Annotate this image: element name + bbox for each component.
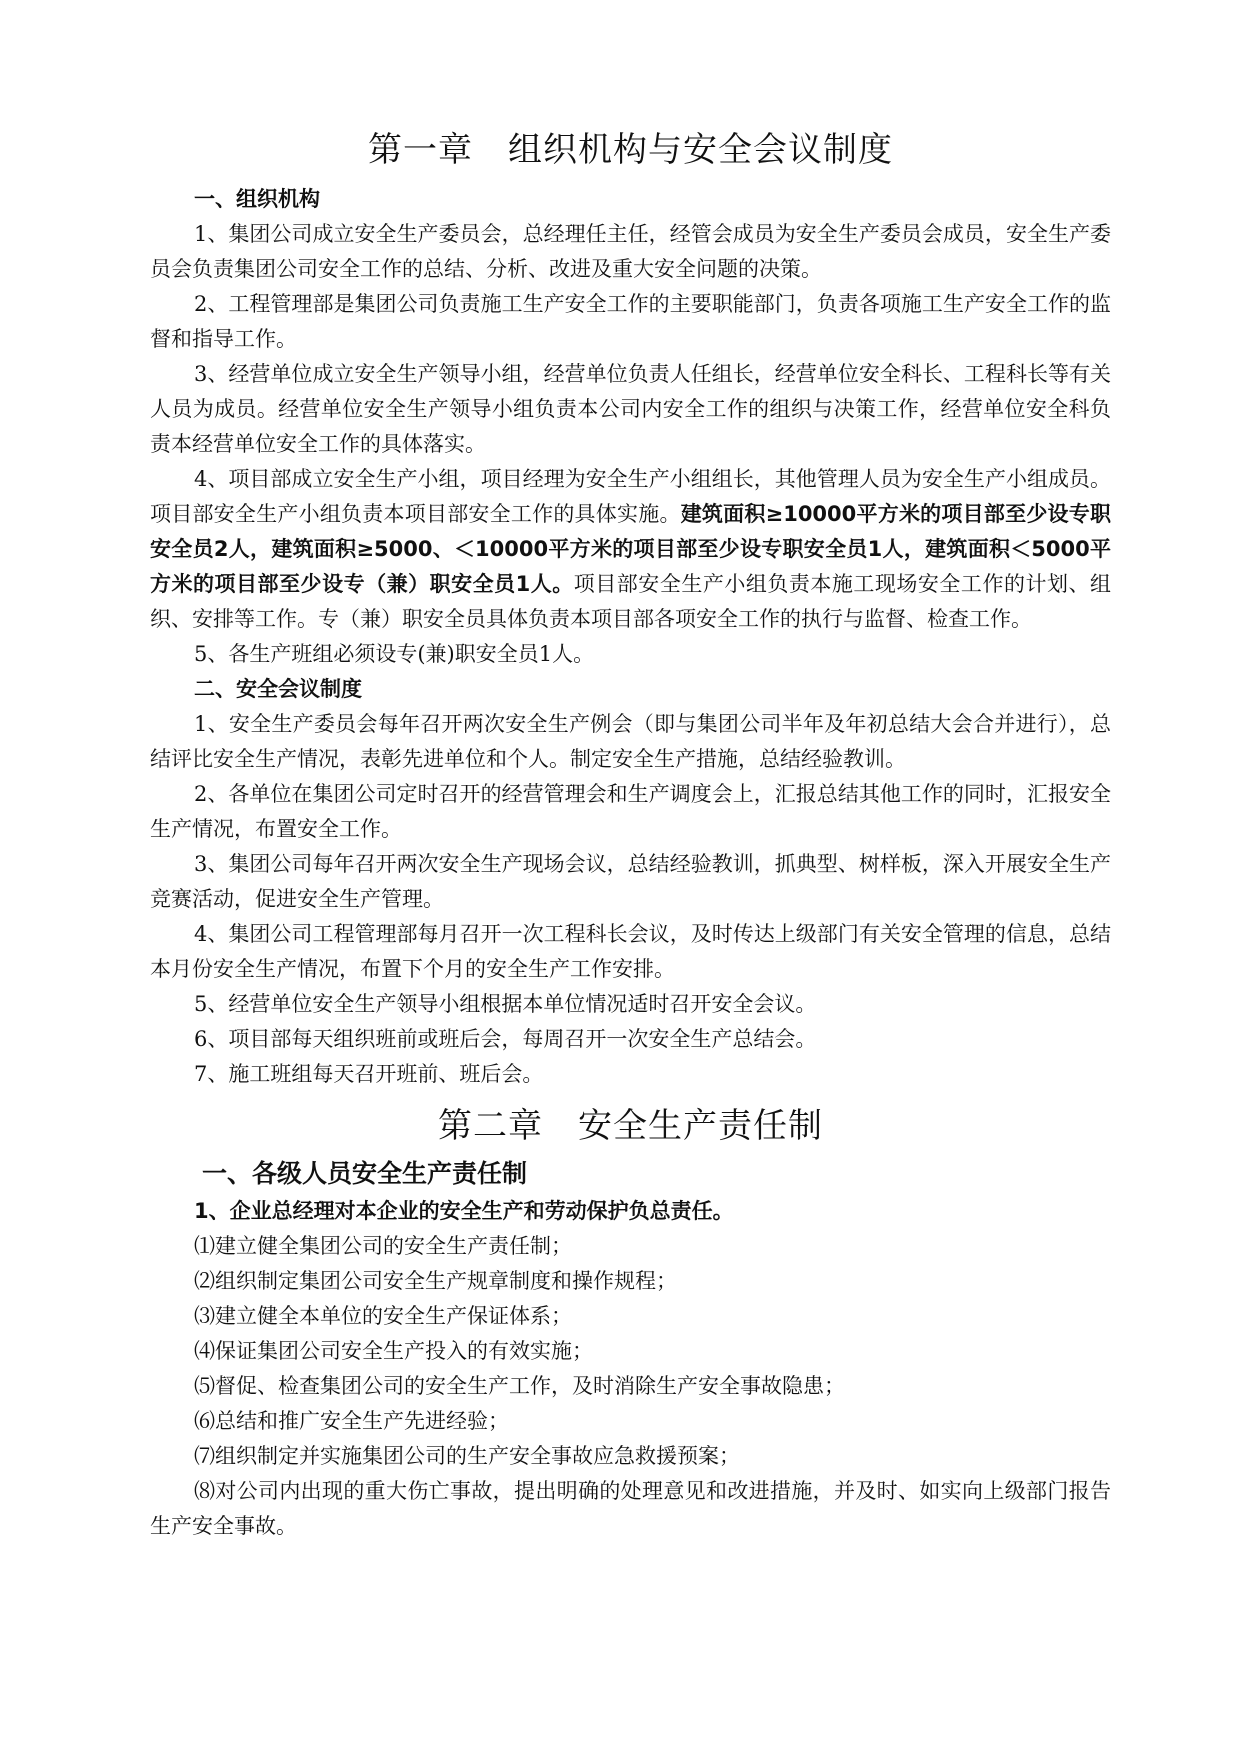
list-item: ⑶建立健全本单位的安全生产保证体系； [194,1304,572,1328]
paragraph: 3、集团公司每年召开两次安全生产现场会议，总结经验教训，抓典型、树样板，深入开展安全生产竞赛活动，促进安全生产管理。 [150,852,1111,911]
paragraph: 6、项目部每天组织班前或班后会，每周召开一次安全生产总结会。 [194,1027,817,1051]
paragraph: 1、安全生产委员会每年召开两次安全生产例会（即与集团公司半年及年初总结大会合并进行），总结评比安全生产情况，表彰先进单位和个人。制定安全生产措施，总结经验教训。 [150,712,1111,771]
list-item: ⑷保证集团公司安全生产投入的有效实施； [194,1339,593,1363]
section-responsibility-heading: 一、各级人员安全生产责任制 [202,1159,528,1188]
paragraph-text: 项目部安全生产小组负责本施工现场安全工作的计划、组织、安排等工作。专（兼）职安全员具体负责本项目部各项安全工作的执行与监督、检查工作。 [150,572,1111,631]
subsection-heading: 1、企业总经理对本企业的安全生产和劳动保护负总责任。 [194,1199,734,1223]
paragraph: 3、经营单位成立安全生产领导小组，经营单位负责人任组长，经营单位安全科长、工程科长等有关人员为成员。经营单位安全生产领导小组负责本公司内安全工作的组织与决策工作，经营单位安全科负责本经营单位安全工作的具体落实。 [150,362,1111,456]
section-org-heading: 一、组织机构 [194,187,320,211]
paragraph [150,462,1111,637]
section-meeting-heading: 二、安全会议制度 [194,677,362,701]
paragraph: 5、经营单位安全生产领导小组根据本单位情况适时召开安全会议。 [194,992,817,1016]
list-item: ⑺组织制定并实施集团公司的生产安全事故应急救援预案； [194,1444,740,1468]
bold-requirement: 建筑面积≥10000平方米的项目部至少设专职安全员2人，建筑面积≥5000、＜10000平方米的项目部至少设专职安全员1人，建筑面积＜5000平方米的项目部至少设专（兼）职安全员1人。 [150,502,1112,596]
list-item: ⑸督促、检查集团公司的安全生产工作，及时消除生产安全事故隐患； [194,1374,845,1398]
list-item: ⑵组织制定集团公司安全生产规章制度和操作规程； [194,1269,677,1293]
chapter-2-title: 第二章 安全生产责任制 [438,1106,823,1146]
list-item: ⑻对公司内出现的重大伤亡事故，提出明确的处理意见和改进措施，并及时、如实向上级部门报告生产安全事故。 [150,1479,1111,1538]
paragraph: 5、各生产班组必须设专(兼)职安全员1人。 [194,642,595,666]
paragraph: 2、各单位在集团公司定时召开的经营管理会和生产调度会上，汇报总结其他工作的同时，汇报安全生产情况，布置安全工作。 [150,782,1111,841]
paragraph: 1、集团公司成立安全生产委员会，总经理任主任，经管会成员为安全生产委员会成员，安全生产委员会负责集团公司安全工作的总结、分析、改进及重大安全问题的决策。 [150,222,1111,281]
paragraph: 7、施工班组每天召开班前、班后会。 [194,1062,544,1086]
list-item: ⑹总结和推广安全生产先进经验； [194,1409,509,1433]
paragraph-text: 4、项目部成立安全生产小组，项目经理为安全生产小组组长，其他管理人员为安全生产小组成员。项目部安全生产小组负责本项目部安全工作的具体实施。 [150,467,1111,526]
paragraph: 2、工程管理部是集团公司负责施工生产安全工作的主要职能部门，负责各项施工生产安全工作的监督和指导工作。 [150,292,1111,351]
paragraph: 4、集团公司工程管理部每月召开一次工程科长会议，及时传达上级部门有关安全管理的信息，总结本月份安全生产情况，布置下个月的安全生产工作安排。 [150,922,1111,981]
list-item: ⑴建立健全集团公司的安全生产责任制； [194,1234,572,1258]
chapter-1-title: 第一章 组织机构与安全会议制度 [368,130,893,170]
